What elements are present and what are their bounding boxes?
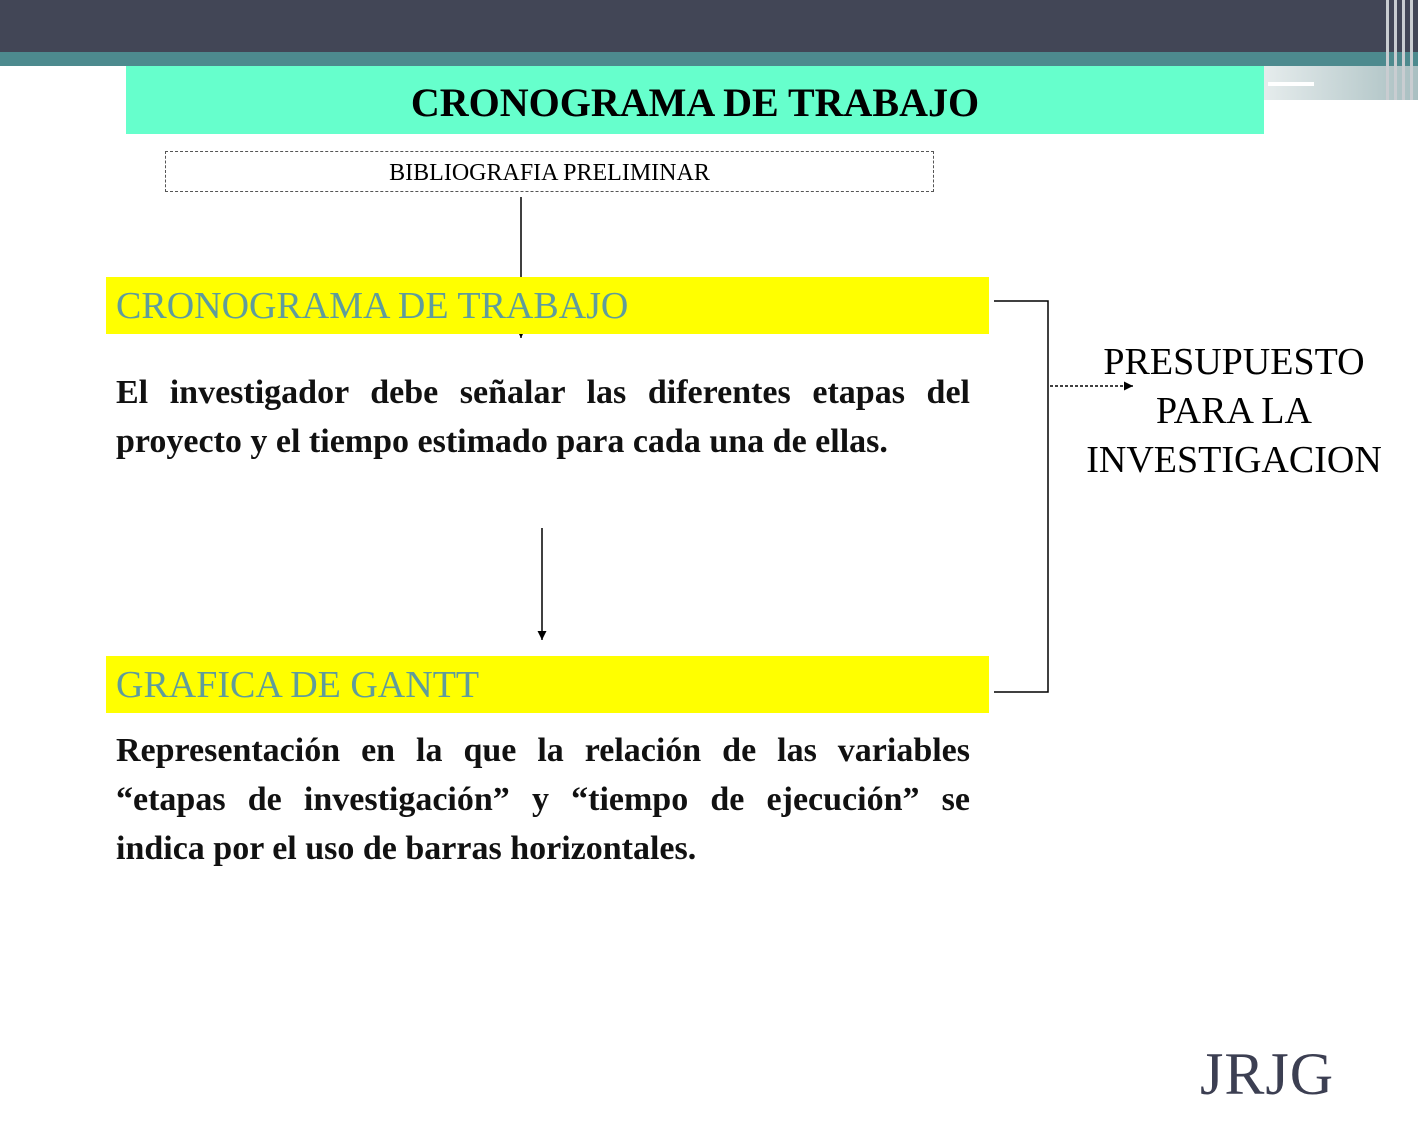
bibliografia-label: BIBLIOGRAFIA PRELIMINAR xyxy=(389,160,710,186)
bracket-connector xyxy=(994,301,1048,692)
cronograma-heading-band xyxy=(106,277,989,334)
presupuesto-line-1: PRESUPUESTO xyxy=(1103,341,1365,383)
cronograma-description: El investigador debe señalar las diferentes etapas del proyecto y el tiempo estimado para cada una de ellas. xyxy=(116,374,970,460)
gantt-heading-band xyxy=(106,656,989,713)
cronograma-heading: CRONOGRAMA DE TRABAJO xyxy=(116,284,629,327)
gantt-description: Representación en la que la relación de las variables “etapas de investigación” y “tiempo de ejecución” se indica por el uso de barras horizontales. xyxy=(116,732,970,867)
author-signature: JRJG xyxy=(1200,1041,1335,1107)
presupuesto-line-3: INVESTIGACION xyxy=(1086,439,1382,481)
gantt-heading: GRAFICA DE GANTT xyxy=(116,663,480,706)
presupuesto-node xyxy=(1064,338,1404,485)
presupuesto-line-2: PARA LA xyxy=(1156,390,1312,432)
page-title: CRONOGRAMA DE TRABAJO xyxy=(410,79,980,125)
